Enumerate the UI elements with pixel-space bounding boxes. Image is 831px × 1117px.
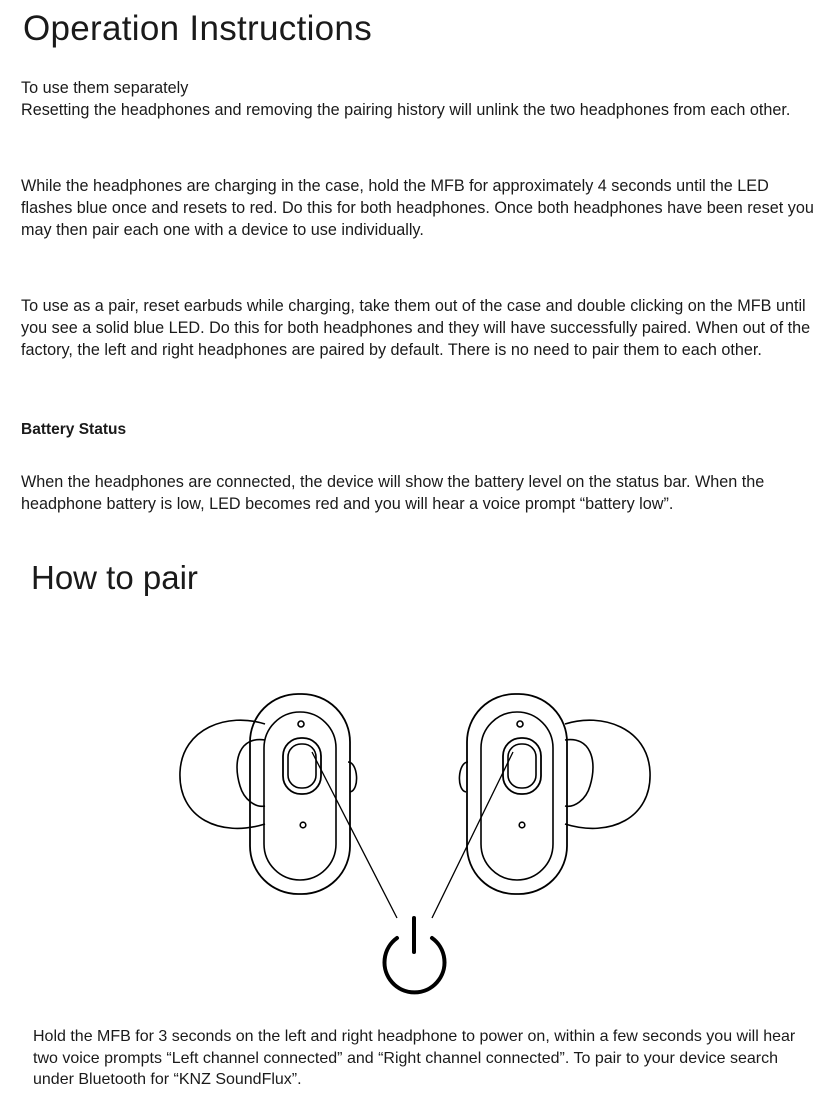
power-icon — [385, 918, 445, 992]
unlink-text: Resetting the headphones and removing the pairing history will unlink the two headphones from each other. — [21, 100, 791, 119]
separate-use-heading: To use them separately — [21, 79, 189, 97]
separate-use-paragraph — [21, 78, 821, 122]
page-title: Operation Instructions — [23, 9, 372, 48]
left-earbud-icon — [180, 694, 357, 894]
pair-paragraph: To use as a pair, reset earbuds while charging, take them out of the case and double clicking on the MFB until you see a solid blue LED. Do this for both headphones and they will have successfully paired. When out of the factory, the left and right headphones are paired by default. There is no need to pair them to each other. — [21, 297, 811, 359]
battery-status-heading: Battery Status — [21, 421, 127, 438]
how-to-pair-text: Hold the MFB for 3 seconds on the left and right headphone to power on, within a few seconds you will hear two voice prompts “Left channel connected” and “Right channel connected”. To pair to your device search under Bluetooth for “KNZ SoundFlux”. — [33, 1028, 796, 1089]
battery-status-text: When the headphones are connected, the device will show the battery level on the status bar. When the headphone battery is low, LED becomes red and you will hear a voice prompt “battery low”. — [21, 473, 765, 513]
reset-paragraph: While the headphones are charging in the case, hold the MFB for approximately 4 seconds until the LED flashes blue once and resets to red. Do this for both headphones. Once both headphones have been reset you may then pair each one with a device to use individually. — [21, 177, 814, 239]
right-earbud-icon — [459, 694, 650, 894]
left-pointer-line — [312, 752, 397, 918]
earbuds-illustration — [170, 690, 660, 1000]
how-to-pair-heading: How to pair — [31, 559, 198, 596]
right-pointer-line — [432, 752, 513, 918]
